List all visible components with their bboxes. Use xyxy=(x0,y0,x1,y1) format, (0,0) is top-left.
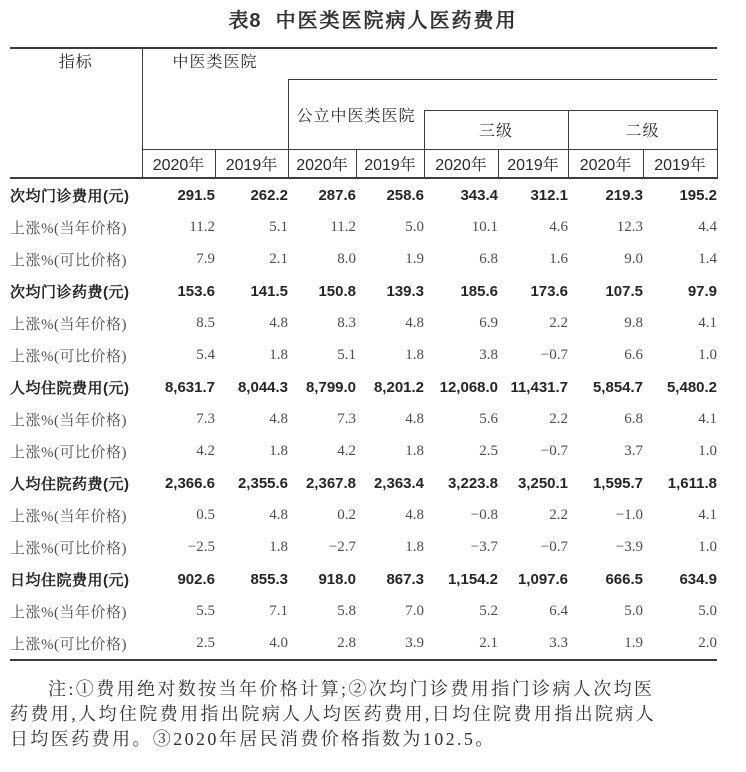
cell-value: 11.2 xyxy=(330,218,357,235)
table-row xyxy=(10,211,717,243)
cell-value: 3.9 xyxy=(405,634,425,651)
year-header-cell: 2019年 xyxy=(498,149,568,178)
cell-value: −0.7 xyxy=(540,538,569,555)
cell-value: 291.5 xyxy=(177,186,215,204)
cell-value: 2.1 xyxy=(269,250,289,267)
cell-value: 195.2 xyxy=(679,186,718,204)
cell-value: 3.3 xyxy=(549,634,569,651)
cell-value: 2.8 xyxy=(337,634,357,651)
cell-value: 5.1 xyxy=(337,346,357,363)
cell-value: 1,097.6 xyxy=(517,570,569,588)
cell-value: 287.6 xyxy=(318,186,357,204)
cell-value: 5,480.2 xyxy=(666,378,718,396)
cell-value: 258.6 xyxy=(386,186,425,204)
table-row xyxy=(10,243,717,275)
cell-value: 10.1 xyxy=(471,218,499,235)
cell-value: 2.5 xyxy=(479,442,499,459)
cell-value: 8.3 xyxy=(337,314,357,331)
cell-value: −2.7 xyxy=(328,538,357,555)
cell-value: 312.1 xyxy=(530,186,569,204)
cell-value: 1.9 xyxy=(405,250,425,267)
cell-value: 2.2 xyxy=(549,314,569,331)
table-header xyxy=(10,48,717,178)
cell-value: 3,223.8 xyxy=(447,474,499,492)
header-group-public-tcm: 公立中医类医院 xyxy=(288,79,424,149)
header-group-tier3: 三级 xyxy=(424,110,568,149)
cell-value: 8,631.7 xyxy=(164,378,215,396)
note-line: 药费用,人均住院费用指出院病人人均医药费用,日均住院费用指出院病人 xyxy=(10,704,657,724)
cell-value: 141.5 xyxy=(250,282,289,300)
cell-value: 11,431.7 xyxy=(510,378,569,396)
cell-value: 1.0 xyxy=(698,346,718,363)
note-line: 注:①费用绝对数按当年价格计算;②次均门诊费用指门诊病人次均医 xyxy=(48,679,655,699)
table-number: 表8 xyxy=(228,10,262,32)
cell-value: 8,799.0 xyxy=(305,378,357,396)
cell-value: 139.3 xyxy=(386,282,425,300)
cell-value: 7.3 xyxy=(196,410,215,427)
row-label: 日均住院费用(元) xyxy=(10,571,130,589)
cell-value: 4.2 xyxy=(196,442,215,459)
cell-value: 4.8 xyxy=(405,506,425,523)
cell-value: 262.2 xyxy=(250,186,289,204)
header-group-tcm-hospitals: 中医类医院 xyxy=(142,48,288,149)
cell-value: 2.2 xyxy=(549,506,569,523)
cell-value: 7.9 xyxy=(196,250,215,267)
cell-value: 2.2 xyxy=(549,410,569,427)
cell-value: 5.4 xyxy=(196,346,215,363)
cell-value: 5.5 xyxy=(196,602,215,619)
row-label: 上涨%(当年价格) xyxy=(10,604,127,621)
cell-value: 1.6 xyxy=(549,250,569,267)
cell-value: 2,355.6 xyxy=(237,474,289,492)
cell-value: 4.4 xyxy=(698,218,718,235)
cell-value: 6.8 xyxy=(624,410,644,427)
cell-value: −2.5 xyxy=(187,538,215,555)
cell-value: 918.0 xyxy=(318,570,357,588)
cell-value: 8.5 xyxy=(196,314,215,331)
cell-value: 2.0 xyxy=(698,634,718,651)
cell-value: 1.8 xyxy=(405,538,425,555)
cell-value: 150.8 xyxy=(318,282,357,300)
cell-value: 5.0 xyxy=(405,218,425,235)
cell-value: 5.0 xyxy=(698,602,718,619)
cell-value: 6.6 xyxy=(624,346,644,363)
cell-value: 1.8 xyxy=(405,442,425,459)
table-row xyxy=(10,178,717,211)
row-label: 次均门诊药费(元) xyxy=(10,283,130,301)
cell-value: 8.0 xyxy=(337,250,357,267)
cell-value: 4.8 xyxy=(269,410,289,427)
table-row xyxy=(10,275,717,307)
cell-value: 12,068.0 xyxy=(439,378,499,396)
header-indicator: 指标 xyxy=(10,48,142,178)
cell-value: 7.1 xyxy=(269,602,289,619)
table-row xyxy=(10,595,717,627)
cell-value: 185.6 xyxy=(460,282,499,300)
cell-value: −0.7 xyxy=(540,442,569,459)
cell-value: 2,363.4 xyxy=(373,474,425,492)
cell-value: 1,595.7 xyxy=(592,474,644,492)
header-spacer-mid xyxy=(424,79,717,110)
cell-value: 5.2 xyxy=(479,602,499,619)
cell-value: 7.3 xyxy=(337,410,357,427)
row-label: 上涨%(可比价格) xyxy=(10,444,127,461)
cell-value: 2,366.6 xyxy=(164,474,215,492)
row-label: 上涨%(当年价格) xyxy=(10,316,127,333)
cell-value: 867.3 xyxy=(386,570,425,588)
row-label: 上涨%(可比价格) xyxy=(10,252,127,269)
cell-value: 1,611.8 xyxy=(667,474,718,492)
table-row xyxy=(10,339,717,371)
cell-value: 107.5 xyxy=(605,282,644,300)
table-row xyxy=(10,627,717,660)
cell-value: −3.7 xyxy=(470,538,499,555)
note-line: 日均医药费用。③2020年居民消费价格指数为102.5。 xyxy=(10,729,496,749)
cell-value: 12.3 xyxy=(616,218,644,235)
cell-value: −3.9 xyxy=(615,538,644,555)
year-header-cell: 2020年 xyxy=(424,149,498,178)
cell-value: 855.3 xyxy=(250,570,289,588)
cell-value: 6.8 xyxy=(479,250,499,267)
table-row xyxy=(10,499,717,531)
row-label: 上涨%(可比价格) xyxy=(10,540,127,557)
table-row xyxy=(10,467,717,499)
cell-value: 634.9 xyxy=(679,570,718,588)
year-header-cell: 2020年 xyxy=(568,149,643,178)
row-label: 上涨%(当年价格) xyxy=(10,412,127,429)
cell-value: 5.0 xyxy=(624,602,644,619)
cell-value: 97.9 xyxy=(687,282,718,300)
cell-value: 9.0 xyxy=(624,250,644,267)
year-header-cell: 2019年 xyxy=(643,149,717,178)
cell-value: 343.4 xyxy=(460,186,499,204)
cell-value: 4.0 xyxy=(269,634,289,651)
table-row xyxy=(10,531,717,563)
table-row xyxy=(10,435,717,467)
header-group-tier2: 二级 xyxy=(568,110,717,149)
table-row xyxy=(10,563,717,595)
cell-value: 4.8 xyxy=(269,506,289,523)
cell-value: 2.5 xyxy=(196,634,215,651)
cell-value: −0.7 xyxy=(540,346,569,363)
row-label: 人均住院费用(元) xyxy=(10,379,130,397)
cell-value: 6.9 xyxy=(479,314,499,331)
cell-value: 2.1 xyxy=(479,634,499,651)
row-label: 上涨%(可比价格) xyxy=(10,348,127,365)
cell-value: 1.9 xyxy=(624,634,644,651)
cell-value: 9.8 xyxy=(624,314,644,331)
table-title xyxy=(0,0,746,33)
cell-value: 1.0 xyxy=(698,442,718,459)
cell-value: 1.8 xyxy=(269,442,289,459)
header-spacer-top xyxy=(288,48,717,79)
table-row xyxy=(10,403,717,435)
cell-value: −0.8 xyxy=(470,506,499,523)
cell-value: 3.7 xyxy=(624,442,644,459)
table-row xyxy=(10,371,717,403)
cell-value: 8,044.3 xyxy=(237,378,289,396)
cell-value: 8,201.2 xyxy=(373,378,425,396)
cell-value: 4.1 xyxy=(698,410,718,427)
cell-value: 153.6 xyxy=(177,282,215,300)
table-row xyxy=(10,307,717,339)
table-note xyxy=(10,677,720,752)
cell-value: 0.5 xyxy=(196,506,215,523)
cell-value: 173.6 xyxy=(530,282,569,300)
cell-value: 5,854.7 xyxy=(592,378,644,396)
cell-value: 0.2 xyxy=(337,506,357,523)
year-header-cell: 2020年 xyxy=(288,149,356,178)
cell-value: 1.8 xyxy=(405,346,425,363)
table-body xyxy=(10,178,717,660)
cell-value: 4.1 xyxy=(698,314,718,331)
cell-value: 4.8 xyxy=(405,314,425,331)
cell-value: 1.4 xyxy=(698,250,718,267)
cell-value: 1,154.2 xyxy=(447,570,499,588)
year-header-cell: 2019年 xyxy=(215,149,288,178)
cell-value: 5.1 xyxy=(269,218,289,235)
cell-value: 7.0 xyxy=(405,602,425,619)
statistics-table xyxy=(10,47,718,661)
cell-value: 4.6 xyxy=(549,218,569,235)
cell-value: 902.6 xyxy=(177,570,215,588)
row-label: 上涨%(当年价格) xyxy=(10,220,127,237)
cell-value: 3,250.1 xyxy=(517,474,569,492)
cell-value: 219.3 xyxy=(605,186,644,204)
cell-value: 3.8 xyxy=(479,346,499,363)
cell-value: 4.2 xyxy=(337,442,357,459)
row-label: 上涨%(可比价格) xyxy=(10,636,127,653)
table-title-text: 中医类医院病人医药费用 xyxy=(275,10,518,32)
row-label: 人均住院药费(元) xyxy=(10,475,130,493)
row-label: 次均门诊费用(元) xyxy=(10,187,130,205)
cell-value: 666.5 xyxy=(605,570,644,588)
cell-value: 6.4 xyxy=(549,602,569,619)
cell-value: 5.8 xyxy=(337,602,357,619)
cell-value: 4.8 xyxy=(269,314,289,331)
cell-value: 11.2 xyxy=(189,218,215,235)
cell-value: −1.0 xyxy=(615,506,644,523)
year-header-cell: 2019年 xyxy=(356,149,424,178)
cell-value: 5.6 xyxy=(479,410,499,427)
cell-value: 1.8 xyxy=(269,538,289,555)
year-header-cell: 2020年 xyxy=(142,149,215,178)
cell-value: 4.8 xyxy=(405,410,425,427)
cell-value: 2,367.8 xyxy=(305,474,357,492)
cell-value: 4.1 xyxy=(698,506,718,523)
row-label: 上涨%(当年价格) xyxy=(10,508,127,525)
cell-value: 1.0 xyxy=(698,538,718,555)
cell-value: 1.8 xyxy=(269,346,289,363)
